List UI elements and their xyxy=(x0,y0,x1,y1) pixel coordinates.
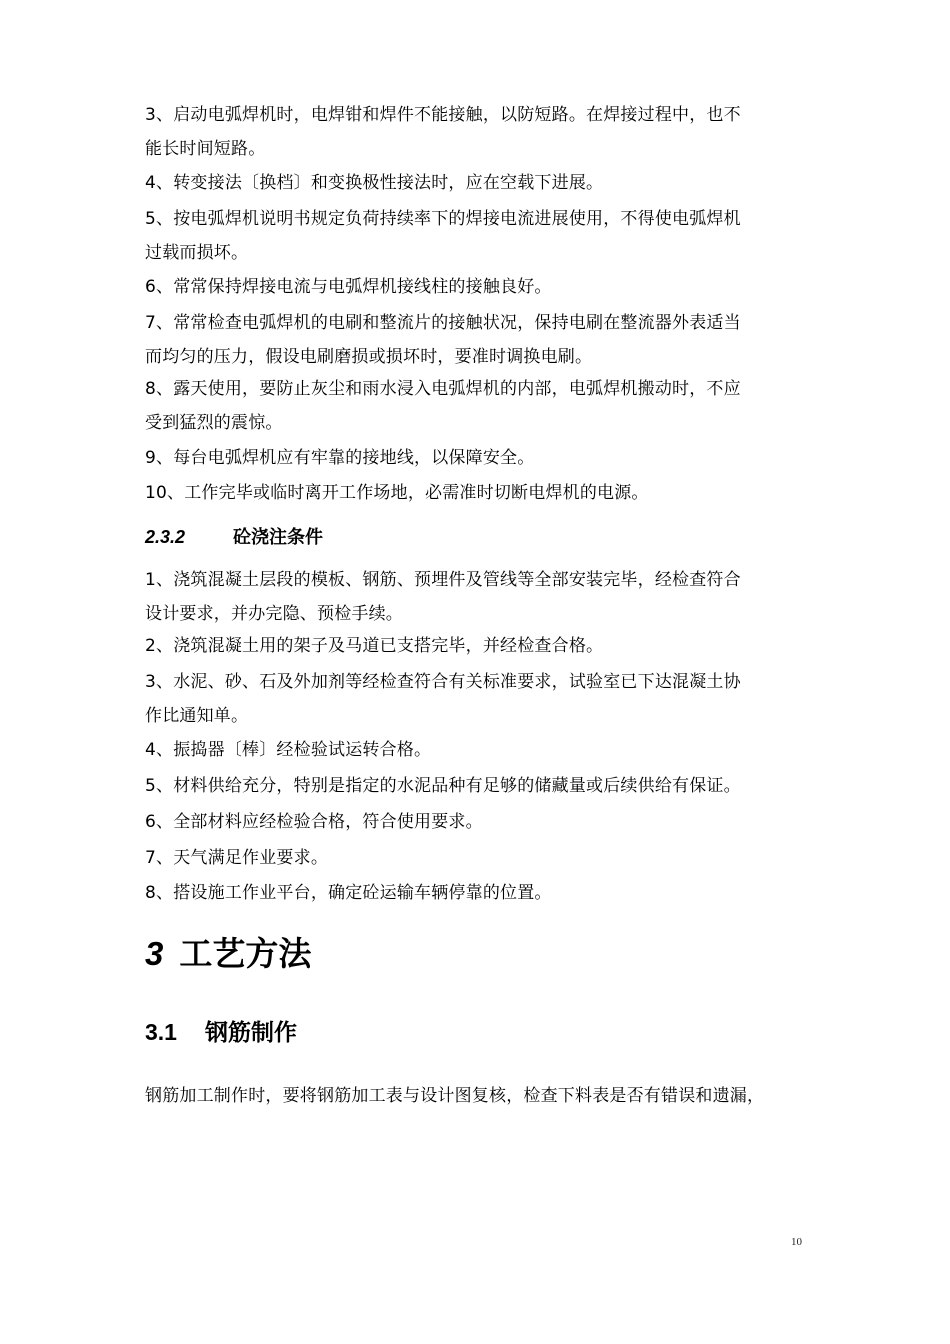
list-item: 2、浇筑混凝土用的架子及马道已支搭完毕，并经检查合格。 xyxy=(145,636,604,656)
list-item: 8、露天使用，要防止灰尘和雨水浸入电弧焊机的内部，电弧焊机搬动时，不应 受到猛烈的震惊。 xyxy=(145,379,741,433)
list-item: 3、水泥、砂、石及外加剂等经检查符合有关标准要求，试验室已下达混凝土协 作比通知单。 xyxy=(145,672,741,726)
list-item: 4、转变接法〔换档〕和变换极性接法时，应在空载下进展。 xyxy=(145,173,604,193)
section-heading-2-3-2: 2.3.2 砼浇注条件 xyxy=(145,527,323,547)
list-item: 8、搭设施工作业平台，确定砼运输车辆停靠的位置。 xyxy=(145,883,552,903)
list-item: 10、工作完毕或临时离开工作场地，必需准时切断电焊机的电源。 xyxy=(145,483,649,503)
list-item: 4、振捣器〔棒〕经检验试运转合格。 xyxy=(145,740,432,760)
page-number: 10 xyxy=(791,1236,802,1248)
list-item: 7、常常检查电弧焊机的电刷和整流片的接触状况，保持电刷在整流器外表适当 而均匀的压力，假设电刷磨损或损坏时，要准时调换电刷。 xyxy=(145,313,741,367)
list-item: 5、材料供给充分，特别是指定的水泥品种有足够的储藏量或后续供给有保证。 xyxy=(145,776,741,796)
list-item: 7、天气满足作业要求。 xyxy=(145,848,329,868)
list-item: 6、常常保持焊接电流与电弧焊机接线柱的接触良好。 xyxy=(145,277,552,297)
chapter-heading-3: 3 工艺方法 xyxy=(145,934,312,973)
list-item: 9、每台电弧焊机应有牢靠的接地线，以保障安全。 xyxy=(145,448,535,468)
list-item: 3、启动电弧焊机时，电焊钳和焊件不能接触，以防短路。在焊接过程中，也不 能长时间短路。 xyxy=(145,105,741,159)
section-heading-3-1: 3.1 钢筋制作 xyxy=(145,1019,297,1046)
list-item: 6、全部材料应经检验合格，符合使用要求。 xyxy=(145,812,483,832)
list-item: 5、按电弧焊机说明书规定负荷持续率下的焊接电流进展使用，不得使电弧焊机 过载而损坏。 xyxy=(145,209,741,263)
body-paragraph: 钢筋加工制作时，要将钢筋加工表与设计图复核，检查下料表是否有错误和遗漏， xyxy=(145,1086,765,1106)
list-item: 1、浇筑混凝土层段的模板、钢筋、预埋件及管线等全部安装完毕，经检查符合 设计要求，并办完隐、预检手续。 xyxy=(145,570,741,624)
